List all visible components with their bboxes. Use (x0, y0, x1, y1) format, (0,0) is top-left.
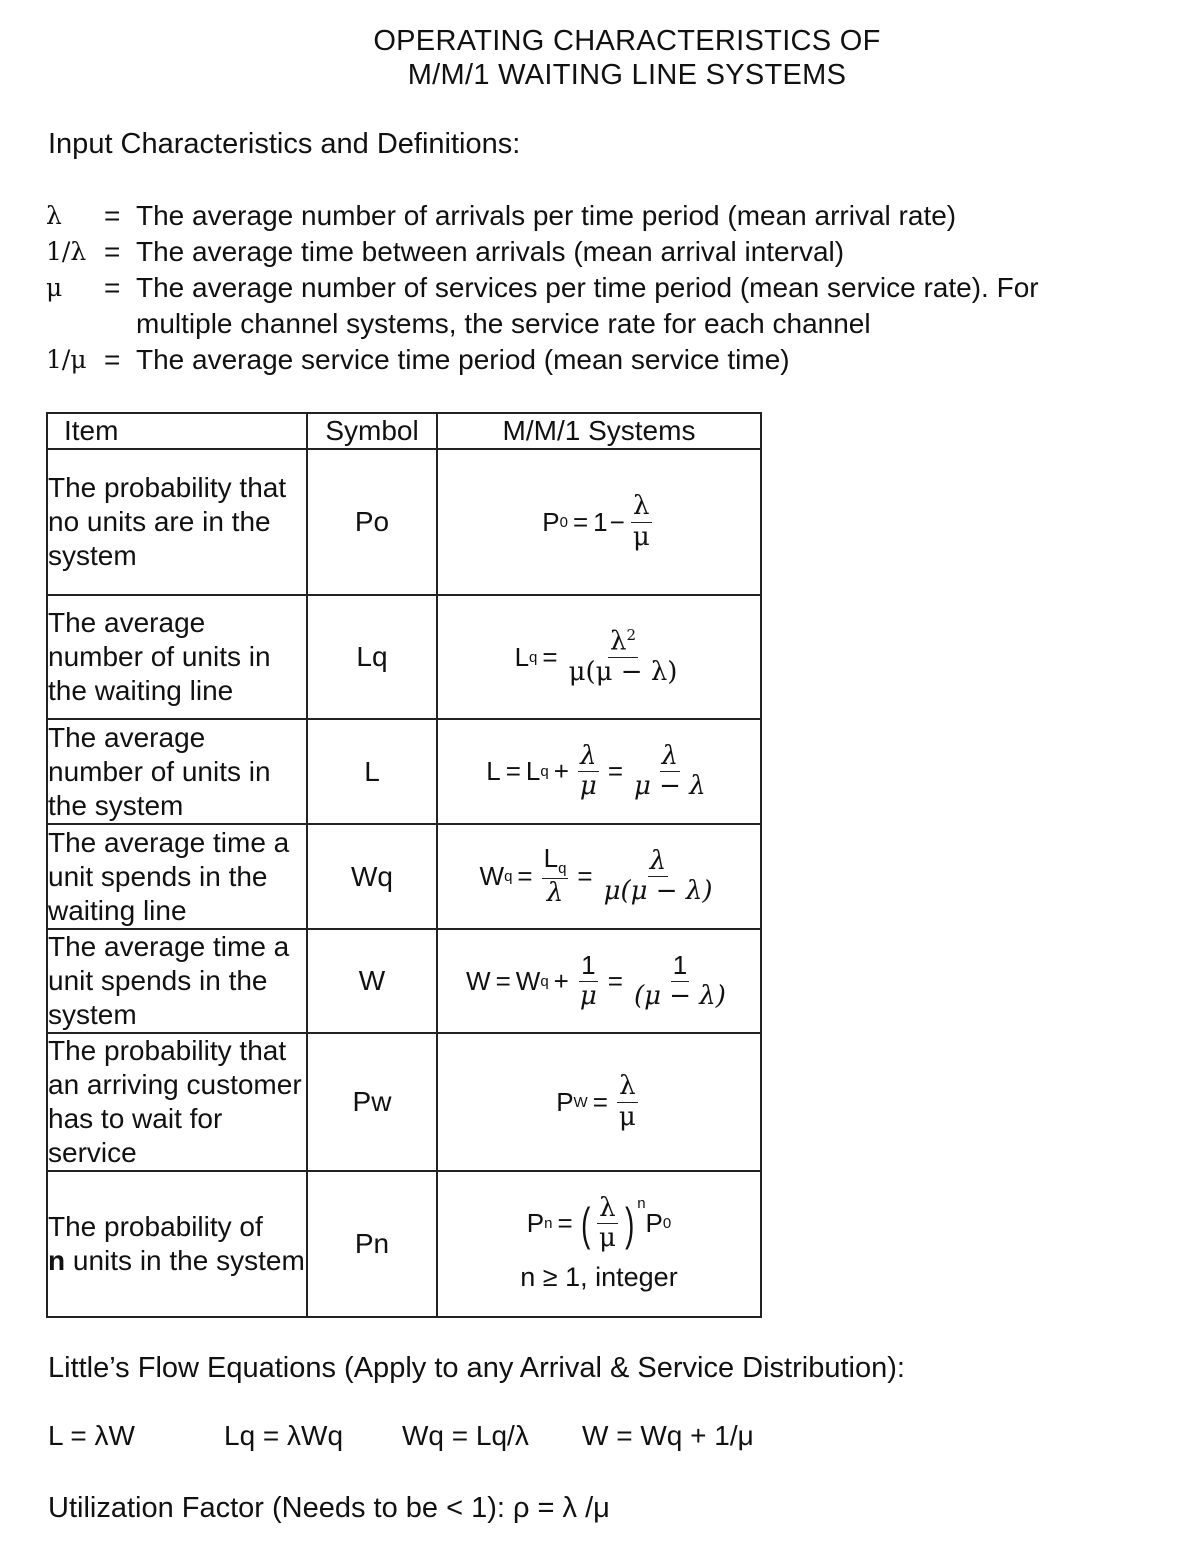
definition-inverse-mu (46, 342, 1116, 378)
row-item-text: The average number of units in the waiting line (47, 595, 307, 719)
table-row (47, 929, 761, 1033)
definition-equals: = (104, 200, 121, 231)
row-item-text: The probability that an arriving customer has to wait for service (47, 1033, 307, 1171)
input-heading: Input Characteristics and Definitions: (48, 128, 521, 160)
row-item-text: The average number of units in the system (47, 719, 307, 824)
definition-symbol: λ (46, 201, 62, 230)
row-symbol: Lq (307, 595, 437, 719)
table-row (47, 449, 761, 595)
row-symbol: Pn (307, 1171, 437, 1317)
row-item-post: units in the system (72, 1245, 305, 1276)
little-eq-4: W = Wq + 1/μ (582, 1420, 754, 1451)
row-symbol: Wq (307, 824, 437, 929)
row-symbol: Po (307, 449, 437, 595)
definition-equals: = (104, 236, 121, 267)
row-symbol: L (307, 719, 437, 824)
formula-wq: W q = $\frac{L_q}{\lambda}$ = $\frac{\lambda}{\mu(\mu - \lambda)}$ (437, 824, 761, 929)
definitions-list (46, 198, 1116, 378)
utilization-factor: Utilization Factor (Needs to be < 1): ρ = λ /μ (48, 1492, 610, 1524)
formula-l: L = L q + $\frac{\lambda}{\mu}$ = $\frac{\lambda}{\mu - \lambda}$ (437, 719, 761, 824)
row-item-text: The probability that no units are in the system (47, 449, 307, 595)
header-symbol: Symbol (307, 413, 437, 449)
formula-p0: P 0 = 1 − $\frac{\lambda}{\mu}$ (437, 449, 761, 595)
operating-characteristics-table (46, 412, 762, 1318)
definition-symbol: 1/λ (46, 237, 87, 266)
title-line-1: OPERATING CHARACTERISTICS OF (373, 25, 881, 57)
little-eq-2: Lq = λWq (224, 1420, 344, 1451)
table-row (47, 595, 761, 719)
pn-condition: n ≥ 1, integer (520, 1262, 678, 1293)
table-row (47, 719, 761, 824)
definition-symbol: 1/μ (46, 345, 87, 374)
definition-text: The average service time period (mean service time) (136, 344, 790, 375)
little-eq-1: L = λW (48, 1420, 135, 1451)
row-item-text (47, 1171, 307, 1317)
row-item-pre: The probability of (48, 1211, 263, 1242)
definition-mu (46, 270, 1116, 342)
formula-pw: P W = $\frac{\lambda}{\mu}$ (437, 1033, 761, 1171)
table-row (47, 1033, 761, 1171)
row-symbol: Pw (307, 1033, 437, 1171)
row-item-text: The average time a unit spends in the system (47, 929, 307, 1033)
formula-pn: P n = ( $\frac{\lambda}{\mu}$ ) $^n$ P 0 n ≥ 1, integer (437, 1171, 761, 1317)
formula-w: W = W q + $\frac{1}{\mu}$ = $\frac{1}{(\mu - \lambda)}$ (437, 929, 761, 1033)
definition-inverse-lambda (46, 234, 1116, 270)
little-heading: Little’s Flow Equations (Apply to any Arrival & Service Distribution): (48, 1352, 905, 1384)
definition-text: The average number of services per time period (mean service rate). For multiple channel systems, the service rate for each channel (136, 272, 1039, 339)
document-title (0, 24, 1200, 92)
definition-lambda (46, 198, 1116, 234)
definition-symbol: μ (46, 273, 63, 302)
row-item-text: The average time a unit spends in the waiting line (47, 824, 307, 929)
definition-text: The average number of arrivals per time period (mean arrival rate) (136, 200, 957, 231)
row-symbol: W (307, 929, 437, 1033)
table-header-row (47, 413, 761, 449)
header-systems: M/M/1 Systems (437, 413, 761, 449)
definition-equals: = (104, 344, 121, 375)
formula-lq: L q = $\frac{\lambda^2}{\mu(\mu - \lambda)}$ (437, 595, 761, 719)
little-eq-3: Wq = Lq/λ (402, 1420, 529, 1451)
header-item: Item (47, 413, 307, 449)
title-line-2: M/M/1 WAITING LINE SYSTEMS (407, 59, 847, 91)
definition-text: The average time between arrivals (mean arrival interval) (136, 236, 845, 267)
definition-equals: = (104, 272, 121, 303)
table-row (47, 824, 761, 929)
row-item-bold: n (48, 1245, 66, 1276)
table-row (47, 1171, 761, 1317)
